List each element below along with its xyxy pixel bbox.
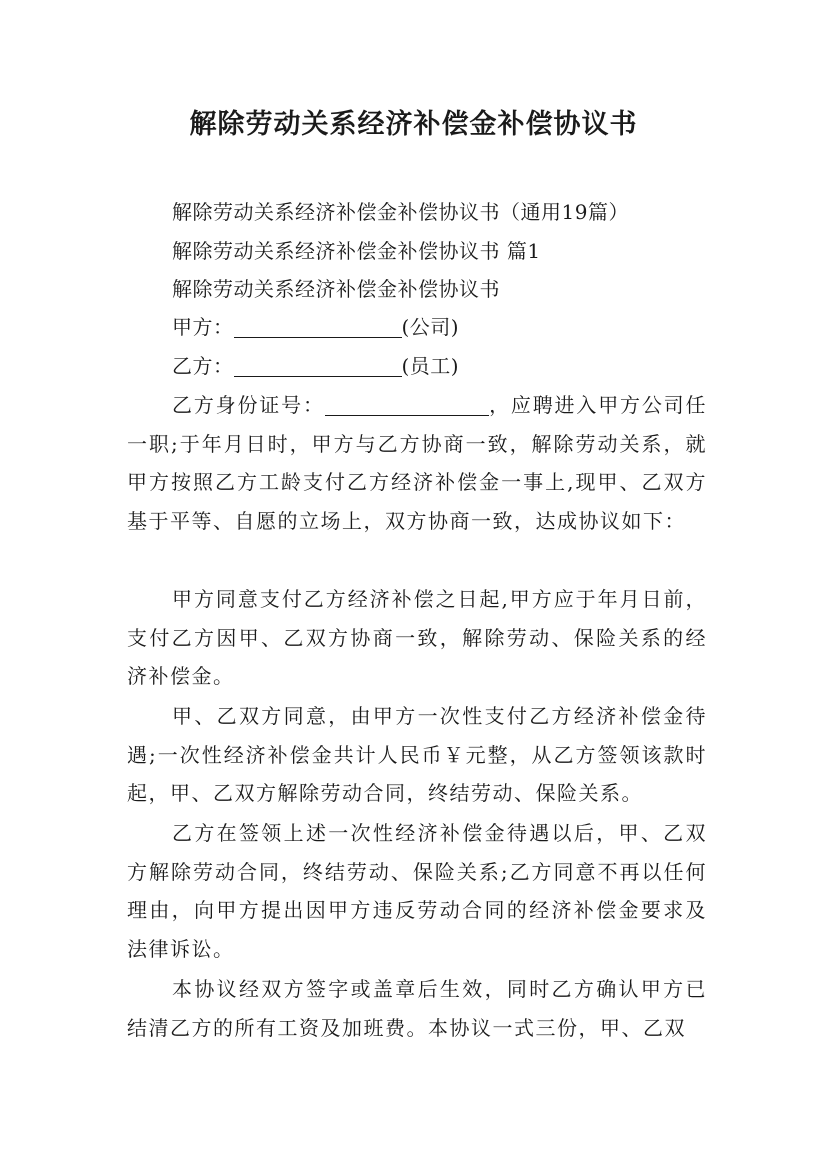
subtitle-doc: 解除劳动关系经济补偿金补偿协议书	[172, 277, 500, 301]
paragraph-4: 乙方在签领上述一次性经济补偿金待遇以后，甲、乙双方解除劳动合同，终结劳动、保险关系;乙方同意不再以任何理由，向甲方提出因甲方违反劳动合同的经济补偿金要求及法律诉讼。	[127, 821, 707, 961]
paragraph-1	[127, 386, 707, 540]
party-a-line	[172, 307, 459, 347]
party-b-label: 乙方：	[172, 354, 234, 378]
id-number-blank	[325, 393, 489, 416]
id-number-label: 乙方身份证号：	[172, 393, 325, 417]
party-b-blank	[234, 354, 402, 377]
paragraph-2: 甲方同意支付乙方经济补偿之日起,甲方应于年月日前，支付乙方因甲、乙双方协商一致，解除劳动、保险关系的经济补偿金。	[127, 587, 707, 689]
subtitle-general: 解除劳动关系经济补偿金补偿协议书（通用19篇）	[172, 200, 629, 224]
party-a-suffix: (公司)	[401, 315, 460, 339]
party-b-line	[172, 346, 459, 386]
document-title: 解除劳动关系经济补偿金补偿协议书	[189, 109, 638, 140]
subtitle-part: 解除劳动关系经济补偿金补偿协议书 篇1	[172, 239, 541, 263]
paragraph-3: 甲、乙双方同意，由甲方一次性支付乙方经济补偿金待遇;一次性经济补偿金共计人民币￥元整，从乙方签领该款时起，甲、乙双方解除劳动合同，终结劳动、保险关系。	[127, 704, 707, 806]
party-a-label: 甲方：	[172, 315, 234, 339]
paragraph-1-text: ，应聘进入甲方公司任一职;于年月日时，甲方与乙方协商一致，解除劳动关系，就甲方按照乙方工龄支付乙方经济补偿金一事上,现甲、乙双方基于平等、自愿的立场上，双方协商一致，达成协议如下：	[127, 393, 708, 533]
party-b-suffix: (员工)	[401, 354, 460, 378]
paragraph-5: 本协议经双方签字或盖章后生效，同时乙方确认甲方已结清乙方的所有工资及加班费。本协议一式三份，甲、乙双	[127, 977, 707, 1040]
party-a-blank	[234, 315, 402, 338]
